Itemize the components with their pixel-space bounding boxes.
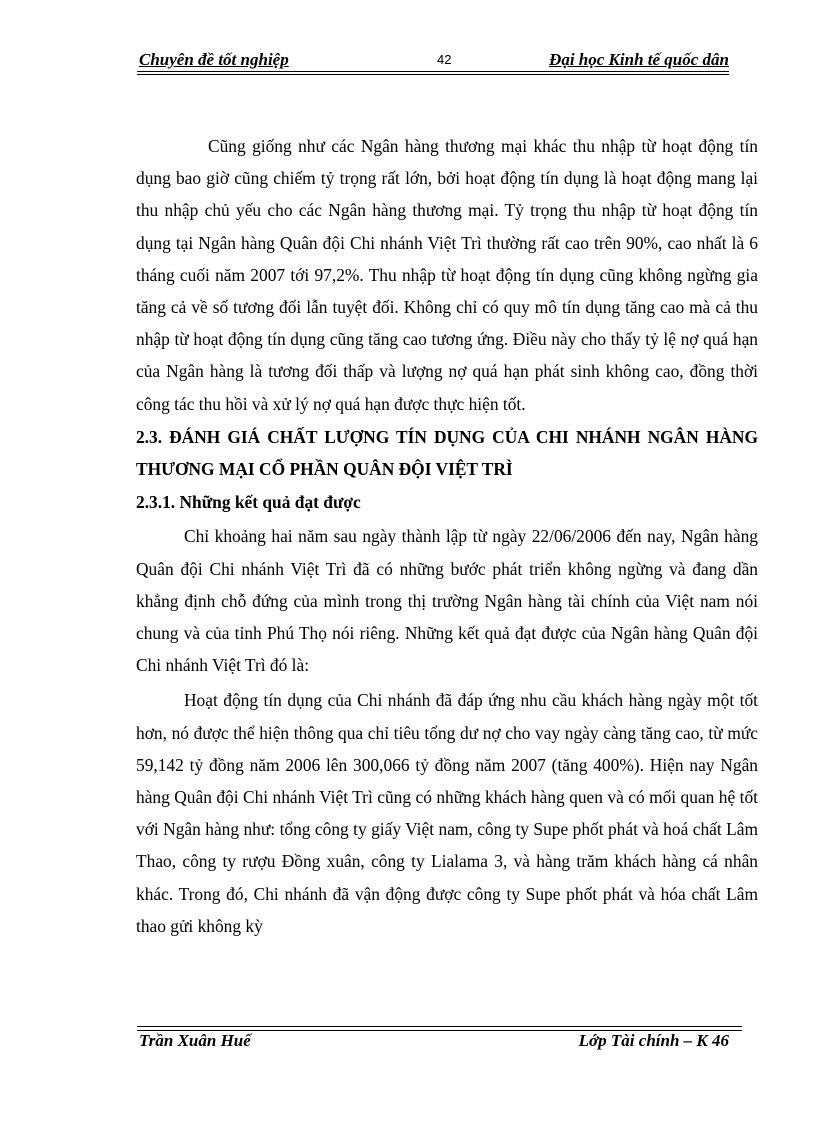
subsection-heading: 2.3.1. Những kết quả đạt được bbox=[136, 492, 361, 513]
header-university: Đại học Kinh tế quốc dân bbox=[549, 50, 729, 69]
footer-author: Trần Xuân Huế bbox=[139, 1031, 251, 1050]
page-body bbox=[136, 130, 758, 942]
page-footer bbox=[137, 1031, 729, 1055]
header-document-type: Chuyên đề tốt nghiệp bbox=[139, 50, 289, 69]
page-number: 42 bbox=[437, 52, 452, 67]
header-rule-thin bbox=[137, 74, 729, 75]
paragraph-credit-income: Cũng giống như các Ngân hàng thương mại khác thu nhập từ hoạt động tín dụng bao giờ cũng chiếm tỷ trọng rất lớn, bởi hoạt động tín dụng là hoạt động mang lại thu nhập chủ yếu cho các Ngân hàng thương mại. Tỷ trọng thu nhập từ hoạt động tín dụng tại Ngân hàng Quân đội Chi nhánh Việt Trì thường rất cao trên 90%, cao nhất là 6 tháng cuối năm 2007 tới 97,2%. Thu nhập từ hoạt động tín dụng cũng không ngừng gia tăng cả về số tương đối lẫn tuyệt đối. Không chỉ có quy mô tín dụng tăng cao mà cả thu nhập từ hoạt động tín dụng cũng tăng cao tương ứng. Điều này cho thấy tỷ lệ nợ quá hạn của Ngân hàng là tương đối thấp và lượng nợ quá hạn phát sinh không cao, đồng thời công tác thu hồi và xử lý nợ quá hạn được thực hiện tốt. bbox=[136, 136, 758, 414]
footer-class: Lớp Tài chính – K 46 bbox=[578, 1031, 729, 1050]
section-heading: 2.3. ĐÁNH GIÁ CHẤT LƯỢNG TÍN DỤNG CỦA CHI NHÁNH NGÂN HÀNG THƯƠNG MẠI CỔ PHẦN QUÂN ĐỘI VIỆT TRÌ bbox=[136, 426, 758, 480]
paragraph-credit-activity: Hoạt động tín dụng của Chi nhánh đã đáp ứng nhu cầu khách hàng ngày một tốt hơn, nó được thể hiện thông qua chỉ tiêu tổng dư nợ cho vay ngày càng tăng cao, từ mức 59,142 tỷ đồng năm 2006 lên 300,066 tỷ đồng năm 2007 (tăng 400%). Hiện nay Ngân hàng Quân đội Chi nhánh Việt Trì cũng có những khách hàng quen và có mối quan hệ tốt với Ngân hàng như: tổng công ty giấy Việt nam, công ty Supe phốt phát và hoá chất Lâm Thao, công ty rượu Đồng xuân, công ty Lialama 3, và hàng trăm khách hàng cá nhân khác. Trong đó, Chi nhánh đã vận động được công ty Supe phốt phát và hóa chất Lâm thao gửi không kỳ bbox=[136, 690, 758, 936]
footer-rule-thick bbox=[137, 1026, 742, 1027]
header-rule-thick bbox=[137, 71, 729, 72]
paragraph-achievements: Chỉ khoảng hai năm sau ngày thành lập từ ngày 22/06/2006 đến nay, Ngân hàng Quân đội Chi nhánh Việt Trì đã có những bước phát triển không ngừng và đang dần khẳng định chỗ đứng của mình trong thị trường Ngân hàng tài chính của Việt nam nói chung và của tỉnh Phú Thọ nói riêng. Những kết quả đạt được của Ngân hàng Quân đội Chi nhánh Việt Trì đó là: bbox=[136, 526, 758, 676]
page-header bbox=[137, 50, 729, 72]
